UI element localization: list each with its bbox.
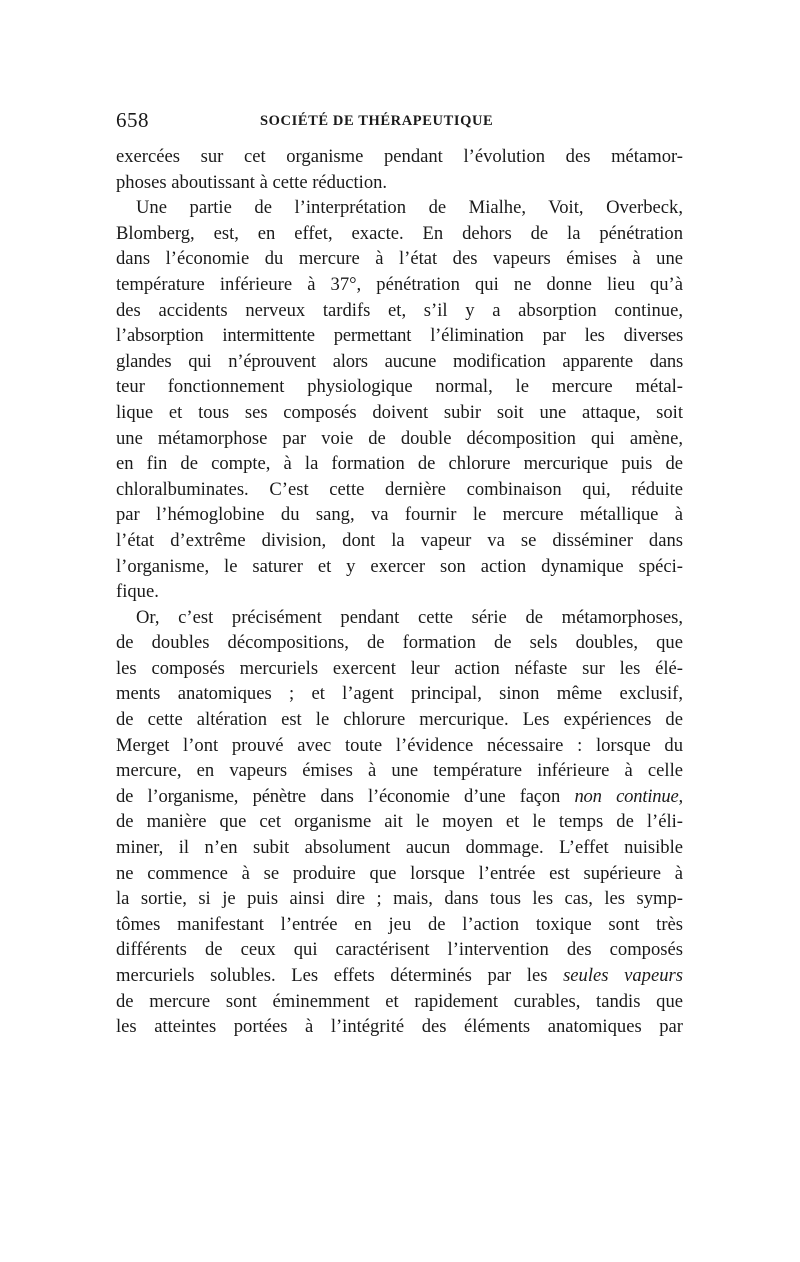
text-line: exercées sur cet organisme pendant l’évolution des métamor- — [116, 146, 683, 167]
book-page — [116, 108, 683, 1040]
text-line: l’absorption intermittente permettant l’élimination par les diverses — [116, 325, 683, 347]
text-line: par l’hémoglobine du sang, va fournir le mercure métallique à — [116, 504, 683, 526]
text-line: les atteintes portées à l’intégrité des éléments anatomiques par — [116, 1016, 683, 1038]
text-line: Merget l’ont prouvé avec toute l’évidence nécessaire : lorsque du — [116, 734, 683, 756]
text-line: dans l’économie du mercure à l’état des vapeurs émises à une — [116, 248, 683, 270]
emphasis-text: seules vapeurs — [563, 965, 683, 986]
text-line: chloralbuminates. C’est cette dernière combinaison qui, réduite — [116, 478, 683, 500]
text-line: température inférieure à 37°, pénétration qui ne donne lieu qu’à — [116, 273, 683, 295]
text-line: en fin de compte, à la formation de chlorure mercurique puis de — [116, 453, 683, 475]
body-text — [116, 144, 683, 1040]
text-line: les composés mercuriels exercent leur action néfaste sur les élé- — [116, 657, 683, 679]
text-line: différents de ceux qui caractérisent l’intervention des composés — [116, 939, 683, 961]
text-line: la sortie, si je puis ainsi dire ; mais, dans tous les cas, les symp- — [116, 888, 683, 910]
text-line: de manière que cet organisme ait le moyen et le temps de l’éli- — [116, 811, 683, 833]
text-line: glandes qui n’éprouvent alors aucune modification apparente dans — [116, 350, 683, 372]
text-line: tômes manifestant l’entrée en jeu de l’action toxique sont très — [116, 913, 683, 935]
page-header — [116, 108, 683, 138]
text-line: ne commence à se produire que lorsque l’entrée est supérieure à — [116, 862, 683, 884]
text-line: des accidents nerveux tardifs et, s’il y a absorption continue, — [116, 299, 683, 321]
running-head: SOCIÉTÉ DE THÉRAPEUTIQUE — [260, 113, 494, 129]
text-line: de doubles décompositions, de formation de sels doubles, que — [116, 632, 683, 654]
text-line: Or, c’est précisément pendant cette série de métamorphoses, — [136, 606, 683, 628]
text-line: mercure, en vapeurs émises à une température inférieure à celle — [116, 760, 683, 782]
line-roman: mercuriels solubles. Les effets déterminés par les — [116, 965, 564, 986]
text-line: ments anatomiques ; et l’agent principal, sinon même exclusif, — [116, 683, 683, 705]
text-line: phoses aboutissant à cette réduction. — [116, 171, 388, 193]
line-roman: de l’organisme, pénètre dans l’économie d’une façon — [116, 785, 575, 807]
text-line: une métamorphose par voie de double décomposition qui amène, — [116, 427, 683, 449]
page-number: 658 — [116, 108, 149, 132]
text-line: l’état d’extrême division, dont la vapeur va se disséminer dans — [116, 529, 683, 551]
text-line: lique et tous ses composés doivent subir soit une attaque, soit — [116, 401, 683, 423]
text-line: de cette altération est le chlorure mercurique. Les expériences de — [116, 709, 683, 731]
text-line: de mercure sont éminemment et rapidement curables, tandis que — [116, 990, 683, 1012]
text-line: Blomberg, est, en effet, exacte. En dehors de la pénétration — [116, 222, 683, 244]
emphasis-text: non continue, — [574, 785, 683, 807]
text-line: fique. — [116, 581, 159, 603]
text-line — [116, 963, 683, 989]
text-line — [116, 784, 683, 810]
text-line: teur fonctionnement physiologique normal, le mercure métal- — [116, 376, 683, 398]
text-line: miner, il n’en subit absolument aucun dommage. L’effet nuisible — [116, 837, 683, 859]
text-line: l’organisme, le saturer et y exercer son action dynamique spéci- — [116, 555, 683, 577]
text-line: Une partie de l’interprétation de Mialhe, Voit, Overbeck, — [136, 197, 683, 219]
